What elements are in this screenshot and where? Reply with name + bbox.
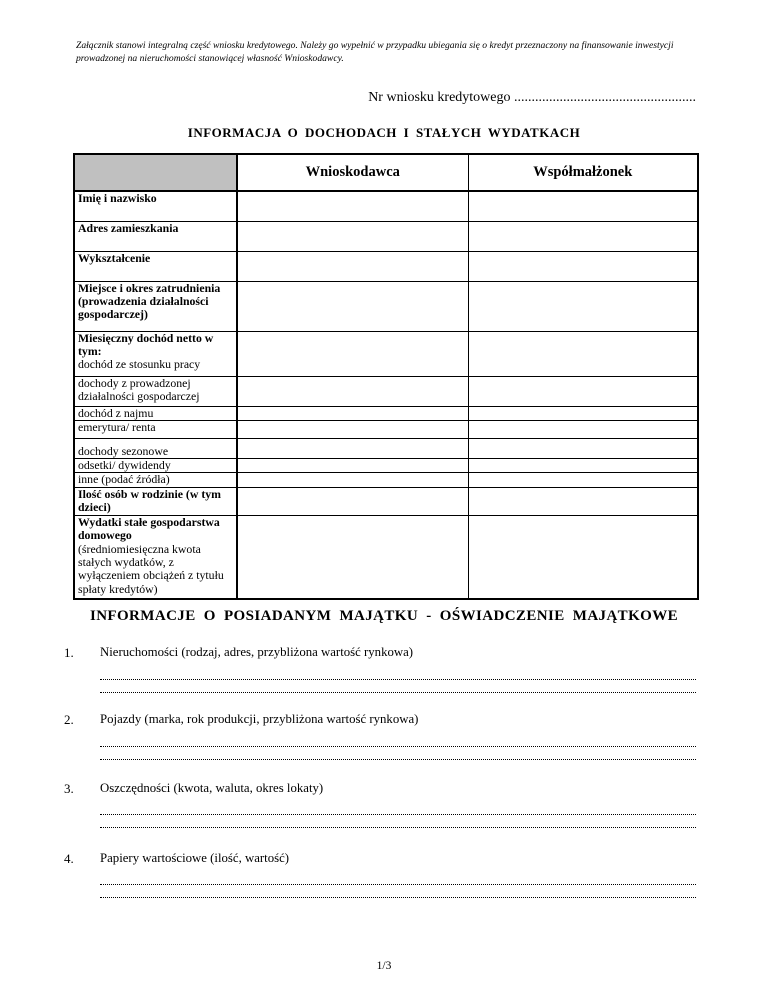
table-row — [74, 487, 698, 515]
spouse-cell[interactable] — [468, 191, 698, 221]
applicant-cell[interactable] — [237, 420, 468, 438]
table-row — [74, 191, 698, 221]
table-row — [74, 251, 698, 281]
section-number: 3. — [64, 781, 74, 796]
spouse-cell[interactable] — [468, 473, 698, 487]
fill-line[interactable] — [100, 897, 696, 898]
row-label: Miejsce i okres zatrudnienia (prowadzenia działalności gospodarczej) — [74, 281, 237, 331]
section-label: Pojazdy (marka, rok produkcji, przybliżona wartość rynkowa) — [100, 712, 419, 726]
row-label: dochód z najmu — [74, 406, 237, 420]
table-row — [74, 331, 698, 376]
header-blank-cell — [74, 154, 237, 191]
spouse-cell[interactable] — [468, 281, 698, 331]
row-label: odsetki/ dywidendy — [74, 458, 237, 472]
applicant-cell[interactable] — [237, 331, 468, 376]
spouse-cell[interactable] — [468, 221, 698, 251]
fill-line[interactable] — [100, 827, 696, 828]
spouse-cell[interactable] — [468, 420, 698, 438]
section-label: Nieruchomości (rodzaj, adres, przybliżona wartość rynkowa) — [100, 645, 414, 659]
row-label: emerytura/ renta — [74, 420, 237, 438]
fill-line[interactable] — [100, 746, 696, 747]
table-row — [74, 221, 698, 251]
fill-line[interactable] — [100, 692, 696, 693]
applicant-cell[interactable] — [237, 376, 468, 406]
applicant-cell[interactable] — [237, 221, 468, 251]
applicant-cell[interactable] — [237, 406, 468, 420]
col-spouse-header: Współmałżonek — [468, 154, 698, 191]
col-applicant-header: Wnioskodawca — [237, 154, 468, 191]
spouse-cell[interactable] — [468, 406, 698, 420]
row-label: Ilość osób w rodzinie (w tym dzieci) — [74, 487, 237, 515]
applicant-cell[interactable] — [237, 251, 468, 281]
row-label: Miesięczny dochód netto w tym: dochód ze stosunku pracy — [74, 331, 237, 376]
applicant-cell[interactable] — [237, 191, 468, 221]
row-label: Wykształcenie — [74, 251, 237, 281]
section-number: 1. — [64, 645, 74, 660]
fill-line[interactable] — [100, 884, 696, 885]
applicant-cell[interactable] — [237, 281, 468, 331]
row-label: Imię i nazwisko — [74, 191, 237, 221]
table-row — [74, 420, 698, 438]
applicant-cell[interactable] — [237, 473, 468, 487]
application-number-field[interactable]: Nr wniosku kredytowego .................................................... — [368, 90, 696, 105]
income-table — [73, 153, 699, 600]
fill-line[interactable] — [100, 759, 696, 760]
assets-section-title: INFORMACJE O POSIADANYM MAJĄTKU - OŚWIADCZENIE MAJĄTKOWE — [89, 608, 679, 624]
spouse-cell[interactable] — [468, 438, 698, 458]
spouse-cell[interactable] — [468, 376, 698, 406]
fill-line[interactable] — [100, 814, 696, 815]
table-row — [74, 281, 698, 331]
spouse-cell[interactable] — [468, 487, 698, 515]
table-row — [74, 406, 698, 420]
spouse-cell[interactable] — [468, 515, 698, 599]
fill-line[interactable] — [100, 679, 696, 680]
row-label: dochody z prowadzonej działalności gospodarczej — [74, 376, 237, 406]
spouse-cell[interactable] — [468, 458, 698, 472]
applicant-cell[interactable] — [237, 515, 468, 599]
table-row — [74, 438, 698, 458]
section-number: 2. — [64, 712, 74, 727]
spouse-cell[interactable] — [468, 251, 698, 281]
income-section-title: INFORMACJA O DOCHODACH I STAŁYCH WYDATKACH — [187, 125, 581, 140]
spouse-cell[interactable] — [468, 331, 698, 376]
table-row — [74, 458, 698, 472]
row-label: dochody sezonowe — [74, 438, 237, 458]
table-header-row — [74, 154, 698, 191]
header-note: Załącznik stanowi integralną część wniosku kredytowego. Należy go wypełnić w przypadku ubiegania się o kredyt przeznaczony na finansowanie inwestycji prowadzonej na nieruchomości stanowiącej własność Wnioskodawcy. — [76, 40, 674, 64]
table-row — [74, 515, 698, 599]
row-label: Wydatki stałe gospodarstwa domowego (średniomiesięczna kwota stałych wydatków, z wyłączeniem obciążeń z tytułu spłaty kredytów) — [74, 515, 237, 599]
row-label: inne (podać źródła) — [74, 473, 237, 487]
page-number: 1/3 — [376, 960, 392, 972]
section-label: Papiery wartościowe (ilość, wartość) — [100, 851, 290, 865]
table-row — [74, 473, 698, 487]
row-label: Adres zamieszkania — [74, 221, 237, 251]
table-row — [74, 376, 698, 406]
section-label: Oszczędności (kwota, waluta, okres lokaty) — [100, 781, 324, 795]
applicant-cell[interactable] — [237, 487, 468, 515]
section-number: 4. — [64, 851, 74, 866]
applicant-cell[interactable] — [237, 458, 468, 472]
applicant-cell[interactable] — [237, 438, 468, 458]
